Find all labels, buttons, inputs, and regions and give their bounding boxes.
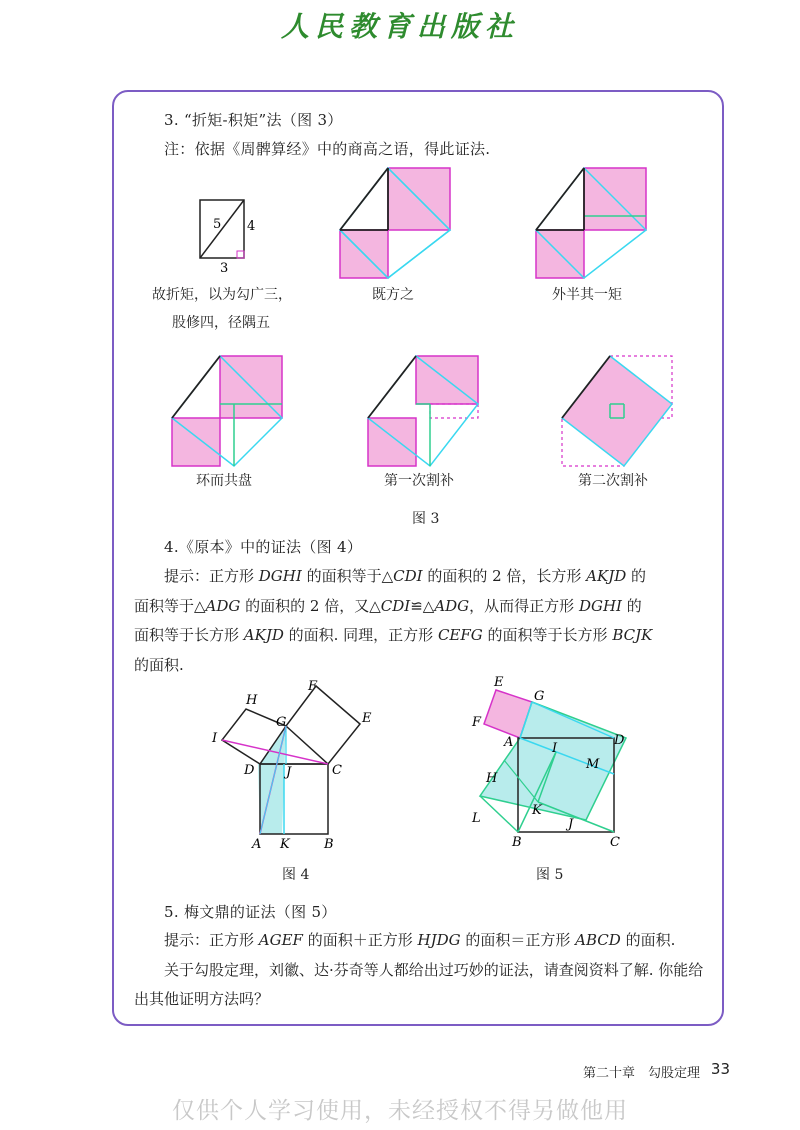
figure4 <box>200 674 400 852</box>
closing-text: 关于勾股定理，刘徽、达·芬奇等人都给出过巧妙的证法，请查阅资料了解. 你能给出其他证明方法吗？ <box>134 960 704 1008</box>
fig5-label-I: I <box>552 741 558 756</box>
hint-text: 的面积等于长方形 <box>482 626 613 644</box>
hint-math: AKJD <box>586 567 627 585</box>
hint-text: 提示：正方形 <box>164 931 259 949</box>
section5-title: 5. 梅文鼎的证法（图 5） <box>164 903 337 921</box>
hint-math: CDI <box>393 567 423 585</box>
fig3-outer-half <box>536 168 646 278</box>
hint-text: 的 <box>626 567 647 585</box>
fig3-square-it <box>340 168 450 278</box>
hint-text: ，从而得正方形 <box>469 596 579 615</box>
fig5-label-M: M <box>586 757 600 772</box>
hint-math: CEFG <box>437 626 483 644</box>
hint-text: 面积等于长方形 <box>134 626 244 644</box>
fig3-first-cut <box>368 356 478 466</box>
hint-text: 的面积＋正方形 <box>302 931 418 949</box>
hint-text: 的面积的 2 倍，长方形 <box>422 567 587 585</box>
caption-ring-plate: 环而共盘 <box>196 473 252 489</box>
fig5-label-B: B <box>512 835 522 850</box>
fig4-label-B: B <box>324 837 334 852</box>
watermark: 仅供个人学习使用，未经授权不得另做他用 <box>172 1098 628 1124</box>
hint-math: DGHI <box>578 596 622 615</box>
fig5-label-J: J <box>568 817 574 832</box>
section4-hint <box>134 562 710 680</box>
section3-title: 3. “折矩-积矩”法（图 3） <box>164 111 343 129</box>
fig4-label-I: I <box>212 731 218 746</box>
publisher-logo <box>0 2 800 48</box>
hint-math: ABCD <box>575 931 621 949</box>
hint-math: CDI <box>380 596 411 615</box>
hint-math: ADG <box>434 596 470 615</box>
section5-hint <box>134 926 710 1015</box>
hint-text: 的 <box>621 596 642 615</box>
hint-math: DGHI <box>258 567 302 585</box>
caption-second-cut: 第二次割补 <box>578 473 648 489</box>
fig4-label-C: C <box>332 763 342 778</box>
fig5-label-F: F <box>472 715 482 730</box>
caption-first-cut: 第一次割补 <box>384 473 454 489</box>
caption-outer-half: 外半其一矩 <box>552 287 622 303</box>
rect-hyp-label: 5 <box>213 217 222 232</box>
hint-text: 面积等于△ <box>134 596 206 615</box>
hint-text: 的面积等于△ <box>301 567 394 585</box>
fig3-ring-plate <box>172 356 282 466</box>
fig5-label-H: H <box>486 771 498 786</box>
fig4-label-H: H <box>246 693 258 708</box>
fig4-label-E: E <box>362 711 372 726</box>
hint-text: 的面积. <box>134 655 184 674</box>
hint-text: 提示：正方形 <box>164 567 259 585</box>
fig4-label-G: G <box>276 715 287 730</box>
fig5-label-G: G <box>534 689 545 704</box>
rect-base-label: 3 <box>220 261 229 276</box>
figure5 <box>466 674 646 854</box>
hint-text: 的面积的 2 倍，又△ <box>240 596 381 615</box>
hint-math: AKJD <box>243 626 284 644</box>
fig4-label-F: F <box>308 679 318 694</box>
fig4-label-D: D <box>244 763 255 778</box>
publisher-name: 人民教育出版社 <box>280 10 520 43</box>
fig5-label-E: E <box>494 675 504 690</box>
section4-title: 4.《原本》中的证法（图 4） <box>164 538 363 556</box>
figure4-caption: 图 4 <box>282 867 310 883</box>
figure5-caption: 图 5 <box>536 867 564 883</box>
hint-math: BCJK <box>612 626 653 644</box>
caption-fold-rect-2: 股修四，径隅五 <box>172 315 270 331</box>
hint-text: ≌△ <box>410 596 435 615</box>
fig4-label-J: J <box>286 765 292 780</box>
fig5-label-K: K <box>532 803 542 818</box>
figure3-caption: 图 3 <box>412 511 440 527</box>
hint-text: 的面积. 同理，正方形 <box>283 626 438 644</box>
caption-fold-rect-1: 故折矩，以为勾广三， <box>152 287 292 303</box>
hint-math: HJDG <box>417 931 461 949</box>
rect-side-label: 4 <box>247 219 256 234</box>
section3-note: 注：依据《周髀算经》中的商高之语，得此证法. <box>164 140 491 158</box>
hint-math: AGEF <box>258 931 303 949</box>
hint-text: 的面积. <box>620 931 676 949</box>
fig5-label-D: D <box>614 733 625 748</box>
footer-chapter: 第二十章 勾股定理 <box>582 1066 700 1081</box>
caption-square-it: 既方之 <box>372 287 414 303</box>
fig3-rectangle <box>200 200 255 276</box>
page-number: 33 <box>710 1060 730 1078</box>
fig4-label-K: K <box>280 837 290 852</box>
fig5-label-A: A <box>504 735 514 750</box>
fig4-label-A: A <box>252 837 262 852</box>
fig5-label-C: C <box>610 835 620 850</box>
fig3-second-cut <box>562 356 672 466</box>
hint-text: 的面积＝正方形 <box>460 931 576 949</box>
fig5-label-L: L <box>472 811 481 826</box>
hint-math: ADG <box>205 596 241 615</box>
